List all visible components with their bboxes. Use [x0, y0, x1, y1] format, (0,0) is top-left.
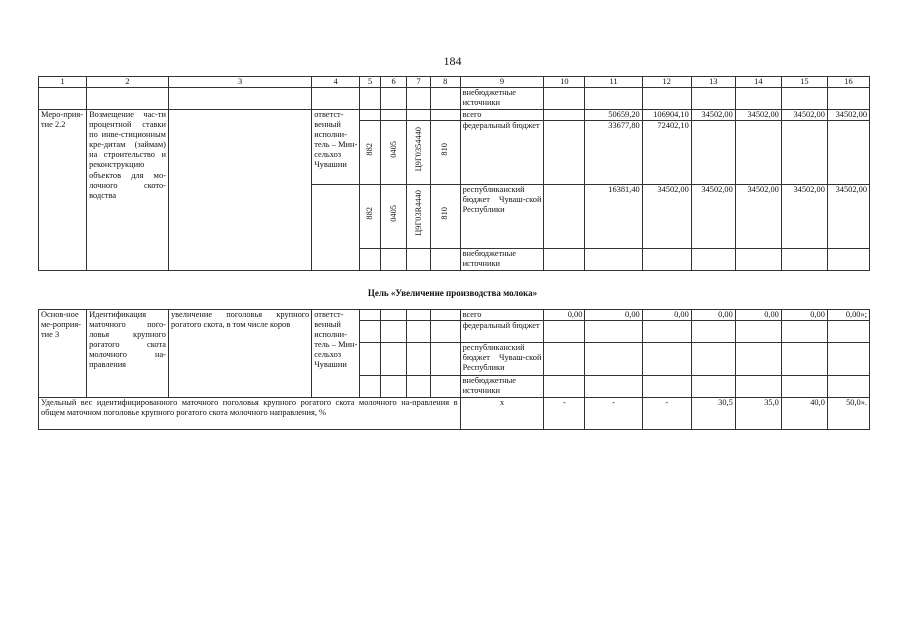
value-cell: 34502,00: [781, 185, 827, 249]
value-cell: -: [544, 398, 585, 430]
value-cell: 0,00: [781, 310, 827, 321]
table-row: [39, 110, 870, 121]
value-cell: 34502,00: [735, 185, 781, 249]
value-cell: 0,00»;: [827, 310, 869, 321]
funding-source: федеральный бюджет: [460, 321, 544, 343]
funding-source: внебюджетные источники: [460, 88, 544, 110]
responsible-executor: ответст-венный исполни-тель – Мин-сельхоз Чувашии: [312, 310, 360, 398]
page-number: 184: [443, 54, 462, 68]
value-cell: 106904,10: [642, 110, 691, 121]
section-code: 0405: [380, 185, 407, 249]
value-cell: -: [642, 398, 691, 430]
funding-source: федеральный бюджет: [460, 121, 544, 185]
col-num-14: 14: [735, 77, 781, 88]
value-cell: 33677,80: [585, 121, 642, 185]
program-table-part-1: [38, 76, 870, 271]
value-cell: 72402,10: [642, 121, 691, 185]
funding-source: всего: [460, 310, 544, 321]
event-description: Идентификация маточного пого-ловья крупного рогатого скота молочного на-правления: [87, 310, 169, 398]
value-cell: х: [460, 398, 544, 430]
value-cell: 34502,00: [642, 185, 691, 249]
event-label: Меро-прия-тие 2.2: [39, 110, 87, 271]
value-cell: 0,00: [691, 310, 735, 321]
expense-type-code: 810: [430, 185, 460, 249]
col-num-10: 10: [544, 77, 585, 88]
col-num-13: 13: [691, 77, 735, 88]
value-cell: 40,0: [781, 398, 827, 430]
event-label: Основ-ное ме-роприя-тие 3: [39, 310, 87, 398]
funding-source: внебюджетные источники: [460, 249, 544, 271]
value-cell: 30,5: [691, 398, 735, 430]
col-num-4: 4: [312, 77, 360, 88]
col-num-15: 15: [781, 77, 827, 88]
program-table-part-2: [38, 309, 870, 430]
target-article-code: Ц9Г0354440: [407, 121, 431, 185]
table-row: [39, 310, 870, 321]
col-num-9: 9: [460, 77, 544, 88]
expected-result: увеличение поголовья крупного рогатого скота, в том числе коров: [168, 310, 311, 398]
col-num-5: 5: [360, 77, 380, 88]
grbs-code: 882: [360, 185, 380, 249]
event-description: Возмещение час-ти процентной ставки по инве-стиционным кре-дитам (займам) на строительство и реконструкцию объектов для мо-лочного ското-водства: [87, 110, 169, 271]
value-cell: 34502,00: [691, 110, 735, 121]
grbs-code: 882: [360, 121, 380, 185]
column-number-row: [39, 77, 870, 88]
value-cell: 16381,40: [585, 185, 642, 249]
value-cell: 34502,00: [691, 185, 735, 249]
col-num-16: 16: [827, 77, 869, 88]
value-cell: 0,00: [735, 310, 781, 321]
responsible-executor: ответст-венный исполни-тель – Мин-сельхоз Чувашии: [312, 110, 360, 185]
funding-source: республиканский бюджет Чуваш-ской Республики: [460, 185, 544, 249]
indicator-label: Удельный вес идентифицированного маточного поголовья крупного рогатого скота молочного на-правления в общем маточном поголовье крупного рогатого скота молочного направления, %: [39, 398, 461, 430]
col-num-7: 7: [407, 77, 431, 88]
col-num-6: 6: [380, 77, 407, 88]
col-num-11: 11: [585, 77, 642, 88]
value-cell: 34502,00: [827, 185, 869, 249]
value-cell: 0,00: [642, 310, 691, 321]
funding-source: всего: [460, 110, 544, 121]
value-cell: 0,00: [544, 310, 585, 321]
value-cell: 34502,00: [735, 110, 781, 121]
value-cell: 35,0: [735, 398, 781, 430]
value-cell: 34502,00: [827, 110, 869, 121]
value-cell: 0,00: [585, 310, 642, 321]
col-num-1: 1: [39, 77, 87, 88]
value-cell: -: [585, 398, 642, 430]
goal-heading: Цель «Увеличение производства молока»: [367, 288, 538, 298]
value-cell: 34502,00: [781, 110, 827, 121]
value-cell: 50659,20: [585, 110, 642, 121]
target-article-code: Ц9Г03R4440: [407, 185, 431, 249]
expense-type-code: 810: [430, 121, 460, 185]
indicator-row: [39, 398, 870, 430]
col-num-12: 12: [642, 77, 691, 88]
continued-row: [39, 88, 870, 110]
funding-source: внебюджетные источники: [460, 376, 544, 398]
section-code: 0405: [380, 121, 407, 185]
col-num-8: 8: [430, 77, 460, 88]
col-num-2: 2: [87, 77, 169, 88]
col-num-3: 3: [168, 77, 311, 88]
value-cell: 50,0».: [827, 398, 869, 430]
funding-source: республиканский бюджет Чуваш-ской Республики: [460, 343, 544, 376]
